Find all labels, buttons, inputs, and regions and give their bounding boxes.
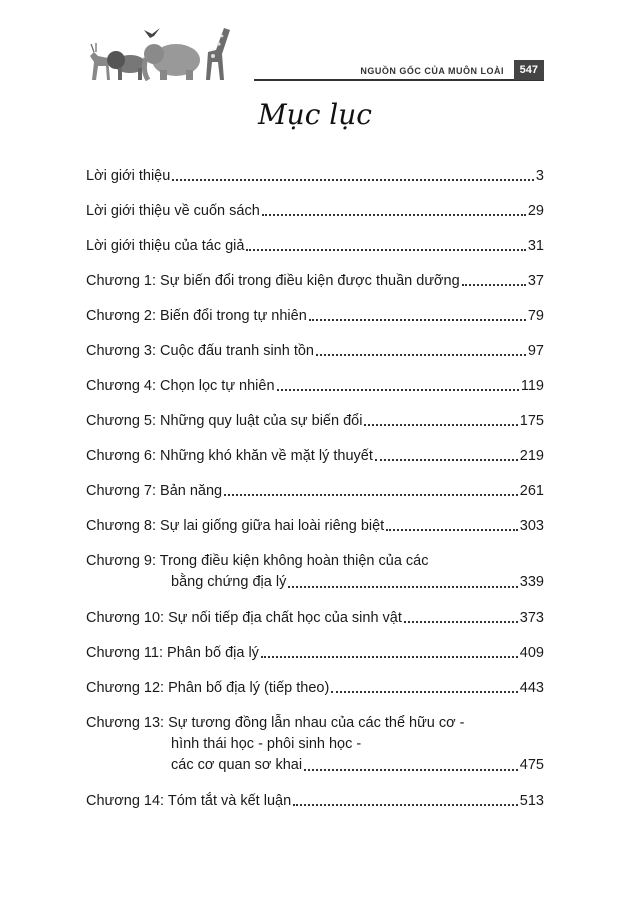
toc-entry[interactable] [86, 481, 544, 501]
toc-entry-label: Chương 12: Phân bố địa lý (tiếp theo) [86, 680, 330, 696]
dot-leader [364, 424, 517, 426]
toc-entry[interactable] [86, 411, 544, 431]
toc-entry-label: Chương 5: Những quy luật của sự biến đổi [86, 413, 363, 429]
running-title: NGUỒN GỐC CỦA MUÔN LOÀI [360, 66, 504, 76]
dot-leader [375, 459, 518, 461]
toc-entry-label: Chương 14: Tóm tắt và kết luận [86, 793, 292, 809]
toc-entry-label: Chương 8: Sự lai giống giữa hai loài riêng biệt [86, 518, 385, 534]
toc-entry-page: 513 [519, 793, 544, 809]
dot-leader [404, 621, 518, 623]
toc-entry[interactable] [86, 608, 544, 628]
toc-entry-label: Lời giới thiệu về cuốn sách [86, 203, 260, 219]
dot-leader [277, 389, 519, 391]
toc-entry-page: 409 [519, 645, 544, 661]
toc-entry[interactable] [86, 516, 544, 536]
dot-leader [261, 656, 518, 658]
toc-entry-page: 97 [527, 343, 544, 359]
table-of-contents [86, 166, 544, 826]
toc-entry-page: 37 [527, 273, 544, 289]
toc-entry[interactable] [86, 306, 544, 326]
toc-entry-label: Chương 7: Bản năng [86, 483, 223, 499]
dot-leader [386, 529, 518, 531]
toc-entry-label: Chương 11: Phân bố địa lý [86, 645, 259, 661]
dot-leader [309, 319, 526, 321]
page-header [84, 22, 544, 82]
toc-entry-label: Chương 3: Cuộc đấu tranh sinh tồn [86, 343, 314, 359]
page-number: 547 [514, 60, 544, 80]
dot-leader [224, 494, 518, 496]
toc-entry-label-cont: hình thái học - phôi sinh học - [171, 736, 362, 752]
dot-leader [288, 586, 517, 588]
toc-entry-label: Chương 2: Biến đổi trong tự nhiên [86, 308, 307, 324]
toc-entry-page: 339 [519, 574, 544, 590]
toc-entry[interactable] [86, 376, 544, 396]
toc-entry[interactable] [86, 341, 544, 361]
toc-entry-page: 29 [527, 203, 544, 219]
toc-entry[interactable] [86, 271, 544, 291]
toc-entry[interactable] [86, 551, 544, 593]
toc-entry-label-cont: bằng chứng địa lý [171, 574, 287, 590]
toc-entry-label: Lời giới thiệu [86, 168, 171, 184]
toc-entry-page: 219 [519, 448, 544, 464]
toc-entry-page: 79 [527, 308, 544, 324]
toc-entry-page: 31 [527, 238, 544, 254]
toc-entry-page: 373 [519, 610, 544, 626]
toc-entry-label: Chương 1: Sự biến đổi trong điều kiện được thuần dưỡng [86, 273, 460, 289]
toc-entry-page: 3 [535, 168, 544, 184]
toc-entry[interactable] [86, 236, 544, 256]
toc-entry-page: 303 [519, 518, 544, 534]
toc-entry-page: 443 [519, 680, 544, 696]
toc-entry[interactable] [86, 446, 544, 466]
dot-leader [316, 354, 526, 356]
toc-entry-label: Chương 13: Sự tương đồng lẫn nhau của các thể hữu cơ - [86, 715, 465, 731]
toc-entry-label: Chương 10: Sự nối tiếp địa chất học của sinh vật [86, 610, 402, 626]
dot-leader [246, 249, 525, 251]
toc-entry-label: Chương 9: Trong điều kiện không hoàn thiện của các [86, 553, 429, 569]
toc-entry-label: Chương 6: Những khó khăn về mặt lý thuyết [86, 448, 373, 464]
toc-entry-label-cont: các cơ quan sơ khai [171, 757, 303, 773]
dot-leader [462, 284, 526, 286]
toc-entry[interactable] [86, 791, 544, 811]
dot-leader [172, 179, 534, 181]
toc-entry-page: 261 [519, 483, 544, 499]
toc-entry[interactable] [86, 166, 544, 186]
dot-leader [293, 804, 518, 806]
toc-entry[interactable] [86, 678, 544, 698]
page-title: Mục lục [258, 98, 372, 131]
toc-entry[interactable] [86, 201, 544, 221]
toc-entry-page: 175 [519, 413, 544, 429]
toc-entry-page: 119 [520, 378, 544, 394]
toc-entry[interactable] [86, 713, 544, 776]
dot-leader [304, 769, 518, 771]
dot-leader [262, 214, 526, 216]
dot-leader [331, 691, 517, 693]
toc-entry-label: Chương 4: Chọn lọc tự nhiên [86, 378, 275, 394]
toc-entry[interactable] [86, 643, 544, 663]
animals-illustration [84, 22, 254, 82]
toc-entry-label: Lời giới thiệu của tác giả [86, 238, 245, 254]
header-rule [254, 79, 544, 81]
toc-entry-page: 475 [519, 757, 544, 773]
